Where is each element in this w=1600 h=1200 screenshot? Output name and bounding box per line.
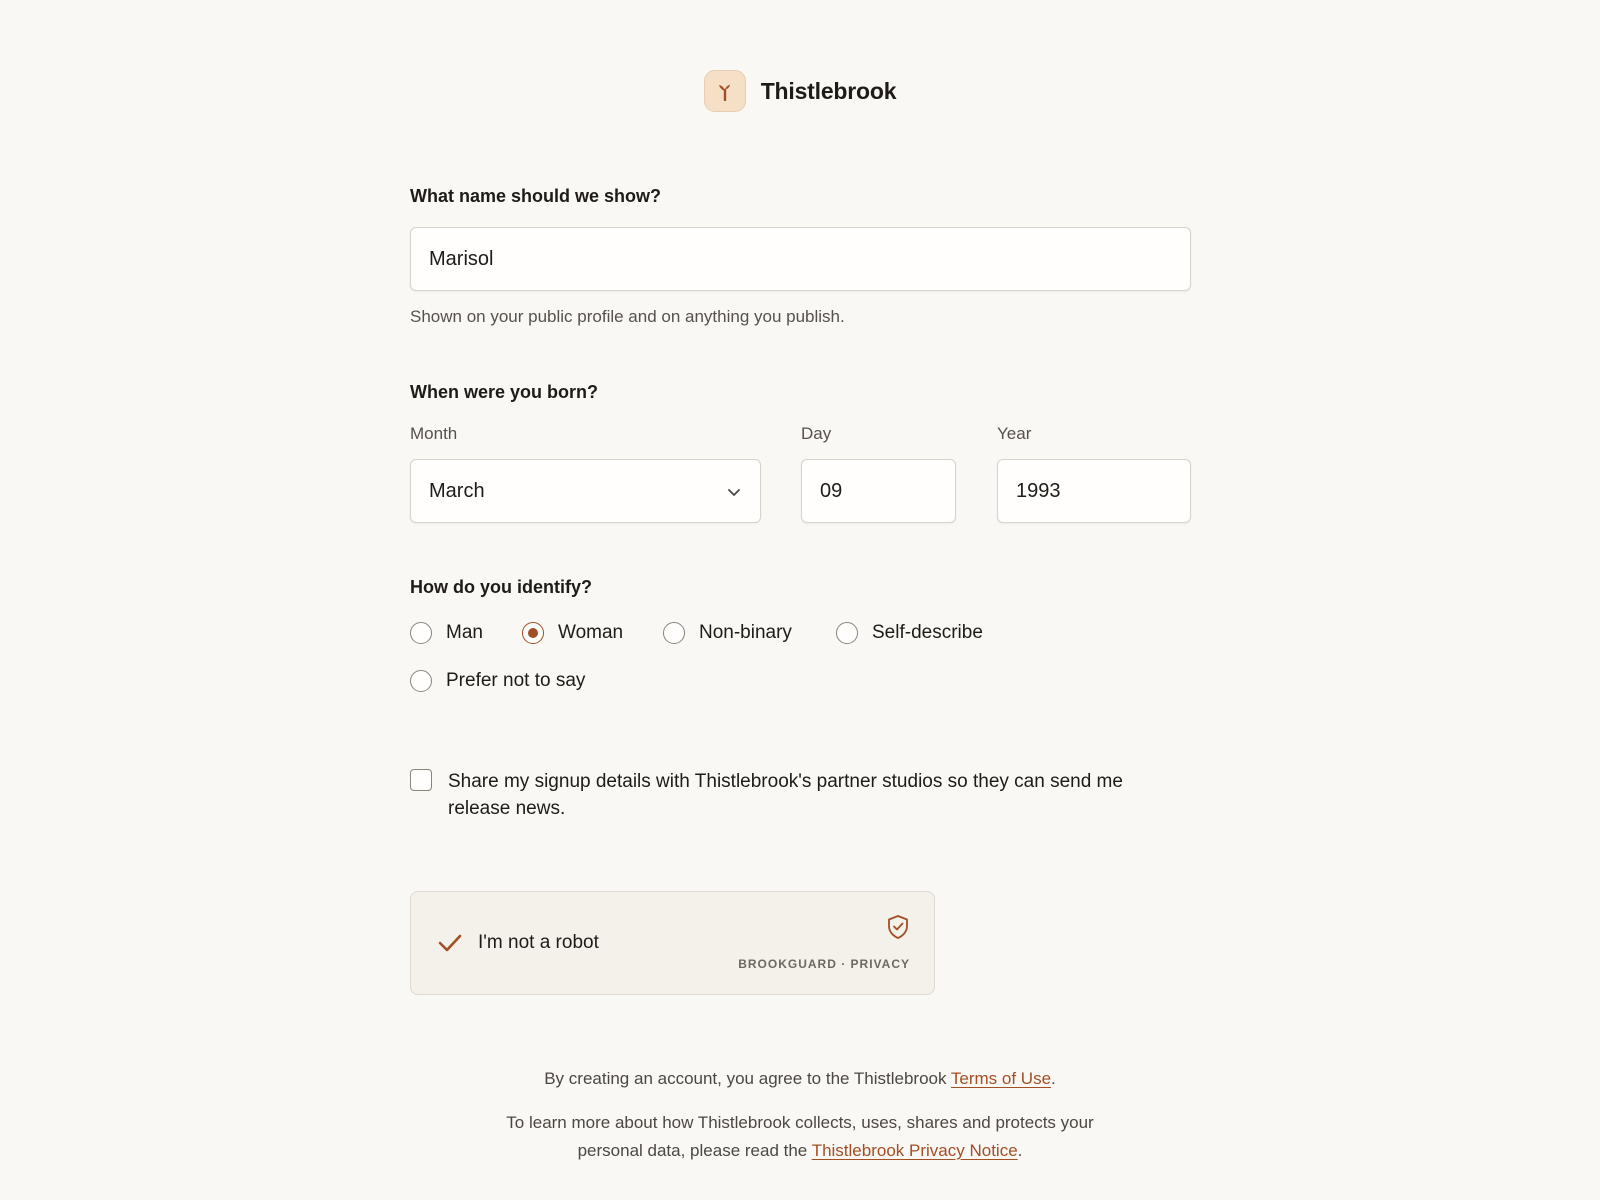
birthdate-label: When were you born? xyxy=(410,382,599,402)
day-label: Day xyxy=(801,424,832,443)
year-value: 1993 xyxy=(1016,479,1061,502)
radio-prefer-not-to-say[interactable] xyxy=(410,670,585,692)
terms-of-use-link[interactable]: Terms of Use xyxy=(950,1069,1052,1088)
day-input[interactable] xyxy=(801,459,956,523)
privacy-notice-link[interactable]: Thistlebrook Privacy Notice xyxy=(811,1141,1018,1160)
radio-label: Non-binary xyxy=(699,622,792,643)
radio-label: Self-describe xyxy=(872,622,983,643)
share-consent-checkbox[interactable] xyxy=(410,769,432,791)
radio-non-binary[interactable] xyxy=(663,622,792,644)
captcha-widget[interactable] xyxy=(410,891,935,995)
privacy-text-line1: To learn more about how Thistlebrook collects, uses, shares and protects your xyxy=(506,1113,1094,1132)
chevron-down-icon xyxy=(726,484,742,500)
privacy-notice xyxy=(0,1109,1600,1165)
captcha-provider: BROOKGUARD · PRIVACY xyxy=(738,957,910,971)
share-consent-row[interactable] xyxy=(410,768,1170,822)
radio-selected-dot xyxy=(528,628,538,638)
radio-man[interactable] xyxy=(410,622,483,644)
terms-notice xyxy=(0,1065,1600,1093)
month-value: March xyxy=(429,479,485,502)
radio-circle[interactable] xyxy=(836,622,858,644)
privacy-text-line2: personal data, please read the xyxy=(577,1141,812,1160)
display-name-input[interactable] xyxy=(410,227,1191,291)
day-value: 09 xyxy=(820,479,843,502)
radio-label: Man xyxy=(446,622,483,643)
month-label: Month xyxy=(410,424,458,443)
captcha-label: I'm not a robot xyxy=(478,932,599,953)
terms-suffix: . xyxy=(1051,1069,1056,1088)
terms-prefix: By creating an account, you agree to the Thistlebrook xyxy=(544,1069,951,1088)
radio-circle[interactable] xyxy=(410,622,432,644)
year-input[interactable] xyxy=(997,459,1191,523)
sprout-icon xyxy=(704,70,746,112)
shield-check-icon xyxy=(886,914,910,940)
display-name-value: Marisol xyxy=(429,247,494,270)
radio-label: Woman xyxy=(558,622,624,643)
month-select[interactable] xyxy=(410,459,761,523)
share-consent-label: Share my signup details with Thistlebrook's partner studios so they can send me release news. xyxy=(448,771,1123,819)
display-name-label: What name should we show? xyxy=(410,186,662,206)
brand-name: Thistlebrook xyxy=(760,77,897,104)
display-name-hint: Shown on your public profile and on anything you publish. xyxy=(410,307,845,326)
radio-circle[interactable] xyxy=(663,622,685,644)
radio-circle[interactable] xyxy=(410,670,432,692)
brand-header xyxy=(0,70,1600,112)
privacy-suffix: . xyxy=(1017,1141,1023,1160)
radio-woman[interactable] xyxy=(522,622,623,644)
radio-self-describe[interactable] xyxy=(836,622,983,644)
radio-label: Prefer not to say xyxy=(446,670,586,691)
identity-label: How do you identify? xyxy=(410,577,592,597)
year-label: Year xyxy=(997,424,1032,443)
checkmark-icon[interactable] xyxy=(437,931,463,955)
radio-circle-selected[interactable] xyxy=(522,622,544,644)
